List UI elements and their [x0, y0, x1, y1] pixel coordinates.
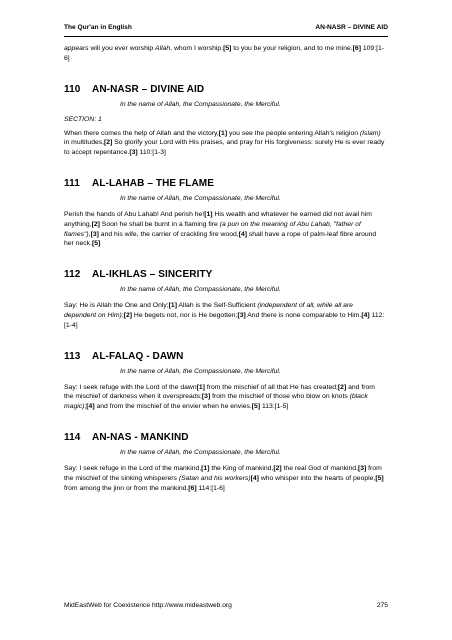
verse-number: [4] — [361, 311, 370, 319]
verse-text: Soon he shall be burnt in a flaming fire — [99, 220, 220, 228]
page-body — [64, 44, 386, 500]
italic-gloss: (independent of all, while all are dependent on Him) — [64, 302, 353, 319]
verse-number: [4] — [250, 474, 259, 482]
verse-number: [2] — [91, 220, 100, 228]
verse-text: , — [88, 230, 91, 238]
verse-number: [3] — [129, 149, 138, 157]
verse-text: 112:[1-4] — [64, 311, 385, 329]
surah-title: AN-NAS - MANKIND — [92, 431, 189, 443]
verse-text: who whisper into the hearts of people, — [258, 474, 376, 482]
verse-text: And there is none comparable to Him. — [245, 311, 362, 319]
surah-section — [64, 178, 386, 249]
verse-text: to you be your religion, and to me mine. — [231, 45, 353, 52]
section-label: SECTION: 1 — [64, 115, 102, 123]
verse-text: When there comes the help of Allah and the victory, — [64, 129, 219, 137]
surah-number: 111 — [64, 177, 80, 189]
surah-text — [64, 464, 386, 493]
verse-number: [1] — [204, 210, 213, 218]
verse-text: and from the mischief of the envier when he envies. — [94, 403, 252, 411]
verse-text: 110:[1-3] — [137, 149, 166, 157]
verse-text: and his wife, the carrier of crackling fire wood, — [98, 230, 239, 238]
verse-text: 113:[1-5] — [260, 403, 289, 411]
verse-text: from the mischief of all that He has created; — [204, 383, 338, 391]
footer-source: MidEastWeb for Coexistence http://www.mideastweb.org — [64, 602, 232, 609]
surah-text — [64, 383, 386, 412]
surah-list — [64, 84, 386, 494]
surah-number: 114 — [64, 431, 81, 443]
bismillah-line: In the name of Allah, the Compassionate, the Merciful. — [120, 367, 281, 375]
verse-text: from the mischief of the sinking whisperers — [64, 464, 382, 482]
verse-number: [3] — [201, 393, 211, 401]
surah-number: 113 — [64, 350, 81, 362]
verse-text: from among the jinn or from the mankind. — [64, 484, 189, 492]
surah-section — [64, 432, 386, 493]
surah-title: AL-LAHAB – THE FLAME — [92, 177, 214, 189]
italic-gloss: (Satan and his workers) — [178, 474, 251, 482]
verse-text: will you ever worship — [88, 45, 156, 52]
surah-title: AN-NASR – DIVINE AID — [92, 83, 205, 95]
verse-number: [6] — [352, 45, 361, 52]
italic-gloss: appears — [64, 45, 89, 52]
verse-text: So glorify your Lord with His praises, and pray for His forgiveness: surely He is ever ready to accept repentance. — [64, 139, 385, 157]
verse-number: [4] — [86, 403, 95, 411]
verse-number: [4] — [238, 230, 247, 238]
surah-heading — [64, 84, 386, 95]
bismillah-line: In the name of Allah, the Compassionate, the Merciful. — [120, 448, 281, 456]
verse-text: shall have a rope of palm-leaf fibre around her neck. — [64, 230, 377, 248]
verse-number: [3] — [90, 230, 99, 238]
verse-number: [5] — [223, 45, 232, 52]
verse-text: ; — [121, 311, 124, 319]
verse-text: the King of mankind, — [209, 464, 274, 472]
verse-text: in multitudes, — [64, 139, 105, 147]
surah-heading — [64, 351, 386, 362]
bismillah-line: In the name of Allah, the Compassionate, the Merciful. — [120, 100, 281, 108]
surah-text — [64, 210, 386, 249]
surah-heading — [64, 178, 386, 189]
bismillah-line: In the name of Allah, the Compassionate, the Merciful. — [120, 194, 281, 202]
page-header — [64, 24, 388, 36]
verse-text: Allah is the Self-Sufficient — [176, 302, 258, 310]
bismillah-line: In the name of Allah, the Compassionate, the Merciful. — [120, 286, 281, 294]
verse-number: [2] — [123, 311, 133, 319]
verse-number: [1] — [218, 129, 228, 137]
verse-text: Perish the hands of Abu Lahab! And perish he! — [64, 210, 205, 218]
verse-text: 109:[1-6] — [64, 45, 385, 62]
verse-text: ; — [84, 403, 87, 411]
book-title: The Qur'an in English — [64, 24, 132, 31]
surah-number: 112 — [64, 269, 81, 281]
surah-section — [64, 84, 386, 158]
italic-gloss: (a pun on the meaning of Abu Lahab, "father of flames") — [64, 220, 361, 238]
running-surah-title: AN-NASR – DIVINE AID — [315, 24, 388, 31]
verse-text: the real God of mankind, — [281, 464, 358, 472]
verse-number: [1] — [201, 464, 210, 472]
surah-heading — [64, 432, 386, 443]
verse-text: Say: I seek refuge in the Lord of the mankind, — [64, 464, 202, 472]
verse-text: you see the people entering Allah's religion — [227, 129, 360, 137]
surah-section — [64, 351, 386, 412]
surah-title: AL-IKHLAS – SINCERITY — [92, 269, 213, 281]
italic-gloss: (Islam) — [359, 129, 381, 137]
verse-number: [5] — [91, 240, 101, 248]
surah-number: 110 — [64, 83, 81, 95]
surah-heading — [64, 269, 386, 280]
verse-text: and from the mischief of darkness when it overspreads; — [64, 383, 375, 401]
italic-gloss: (black magic) — [64, 393, 368, 411]
verse-number: [2] — [104, 139, 113, 147]
verse-text: from the mischief of those who blow on knots — [210, 393, 350, 401]
page-number: 275 — [376, 602, 388, 609]
header-divider — [64, 36, 388, 37]
italic-gloss: Allah — [155, 45, 171, 52]
verse-text: Say: I seek refuge with the Lord of the dawn — [64, 383, 197, 391]
verse-number: [3] — [357, 464, 367, 472]
surah-text — [64, 129, 386, 158]
verse-text: 114:[1-6] — [196, 484, 225, 492]
verse-number: [1] — [168, 302, 177, 310]
surah-section — [64, 269, 386, 330]
verse-number: [5] — [375, 474, 384, 482]
verse-text: His wealth and whatever he earned did not avail him anything, — [64, 210, 372, 228]
verse-text: He begets not, nor is He begotten; — [132, 311, 238, 319]
surah-text — [64, 301, 386, 330]
verse-number: [6] — [188, 484, 197, 492]
surah-title: AL-FALAQ - DAWN — [92, 350, 184, 362]
verse-text: Say: He is Allah the One and Only; — [64, 302, 169, 310]
verse-number: [2] — [337, 383, 347, 391]
verse-number: [5] — [251, 403, 261, 411]
verse-number: [1] — [196, 383, 205, 391]
verse-number: [3] — [237, 311, 246, 319]
verse-text: , whom I worship. — [170, 45, 224, 52]
intro-paragraph — [64, 44, 386, 64]
verse-number: [2] — [273, 464, 282, 472]
